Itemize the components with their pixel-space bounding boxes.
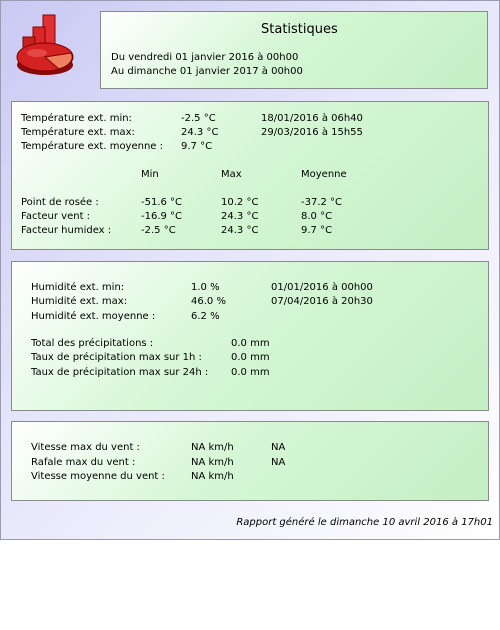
dewpoint-label: Point de rosée : (21, 197, 99, 208)
hum-max-value: 46.0 % (191, 296, 226, 307)
header-panel (100, 11, 488, 89)
precip-24h-value: 0.0 mm (231, 367, 270, 378)
dewpoint-min: -51.6 °C (141, 197, 183, 208)
temp-avg-value: 9.7 °C (181, 141, 213, 152)
temp-max-date: 29/03/2016 à 15h55 (261, 127, 363, 138)
hum-avg-value: 6.2 % (191, 311, 220, 322)
page-title: Statistiques (261, 22, 338, 37)
temp-min-value: -2.5 °C (181, 113, 216, 124)
hum-max-label: Humidité ext. max: (31, 296, 128, 307)
windchill-label: Facteur vent : (21, 211, 91, 222)
dewpoint-avg: -37.2 °C (301, 197, 343, 208)
temp-avg-label: Température ext. moyenne : (21, 141, 164, 152)
wind-panel (11, 421, 489, 501)
precip-1h-label: Taux de précipitation max sur 1h : (31, 352, 202, 363)
column-header-min: Min (141, 169, 159, 180)
report-generated-footer: Rapport généré le dimanche 10 avril 2016 à 17h01 (236, 517, 493, 528)
pie-chart-bar-icon (15, 13, 83, 81)
column-header-max: Max (221, 169, 242, 180)
hum-avg-label: Humidité ext. moyenne : (31, 311, 156, 322)
range-from: Du vendredi 01 janvier 2016 à 00h00 (111, 52, 299, 63)
precip-24h-label: Taux de précipitation max sur 24h : (31, 367, 209, 378)
wind-max-label: Vitesse max du vent : (31, 442, 140, 453)
precip-total-label: Total des précipitations : (31, 338, 154, 349)
humidex-min: -2.5 °C (141, 225, 176, 236)
temp-min-label: Température ext. min: (21, 113, 132, 124)
wind-max-value: NA km/h (191, 442, 234, 453)
hum-min-value: 1.0 % (191, 282, 220, 293)
temp-max-value: 24.3 °C (181, 127, 219, 138)
gust-max-extra: NA (271, 457, 286, 468)
wind-avg-value: NA km/h (191, 471, 234, 482)
temp-max-label: Température ext. max: (21, 127, 135, 138)
humidex-avg: 9.7 °C (301, 225, 333, 236)
windchill-min: -16.9 °C (141, 211, 183, 222)
windchill-avg: 8.0 °C (301, 211, 333, 222)
humidity-panel (11, 261, 489, 411)
wind-max-extra: NA (271, 442, 286, 453)
temp-min-date: 18/01/2016 à 06h40 (261, 113, 363, 124)
dewpoint-max: 10.2 °C (221, 197, 259, 208)
precip-1h-value: 0.0 mm (231, 352, 270, 363)
hum-min-label: Humidité ext. min: (31, 282, 125, 293)
gust-max-value: NA km/h (191, 457, 234, 468)
humidex-max: 24.3 °C (221, 225, 259, 236)
windchill-max: 24.3 °C (221, 211, 259, 222)
column-header-avg: Moyenne (301, 169, 347, 180)
gust-max-label: Rafale max du vent : (31, 457, 136, 468)
temperature-panel (11, 101, 489, 250)
hum-min-date: 01/01/2016 à 00h00 (271, 282, 373, 293)
range-to: Au dimanche 01 janvier 2017 à 00h00 (111, 66, 303, 77)
wind-avg-label: Vitesse moyenne du vent : (31, 471, 165, 482)
precip-total-value: 0.0 mm (231, 338, 270, 349)
hum-max-date: 07/04/2016 à 20h30 (271, 296, 373, 307)
humidex-label: Facteur humidex : (21, 225, 112, 236)
